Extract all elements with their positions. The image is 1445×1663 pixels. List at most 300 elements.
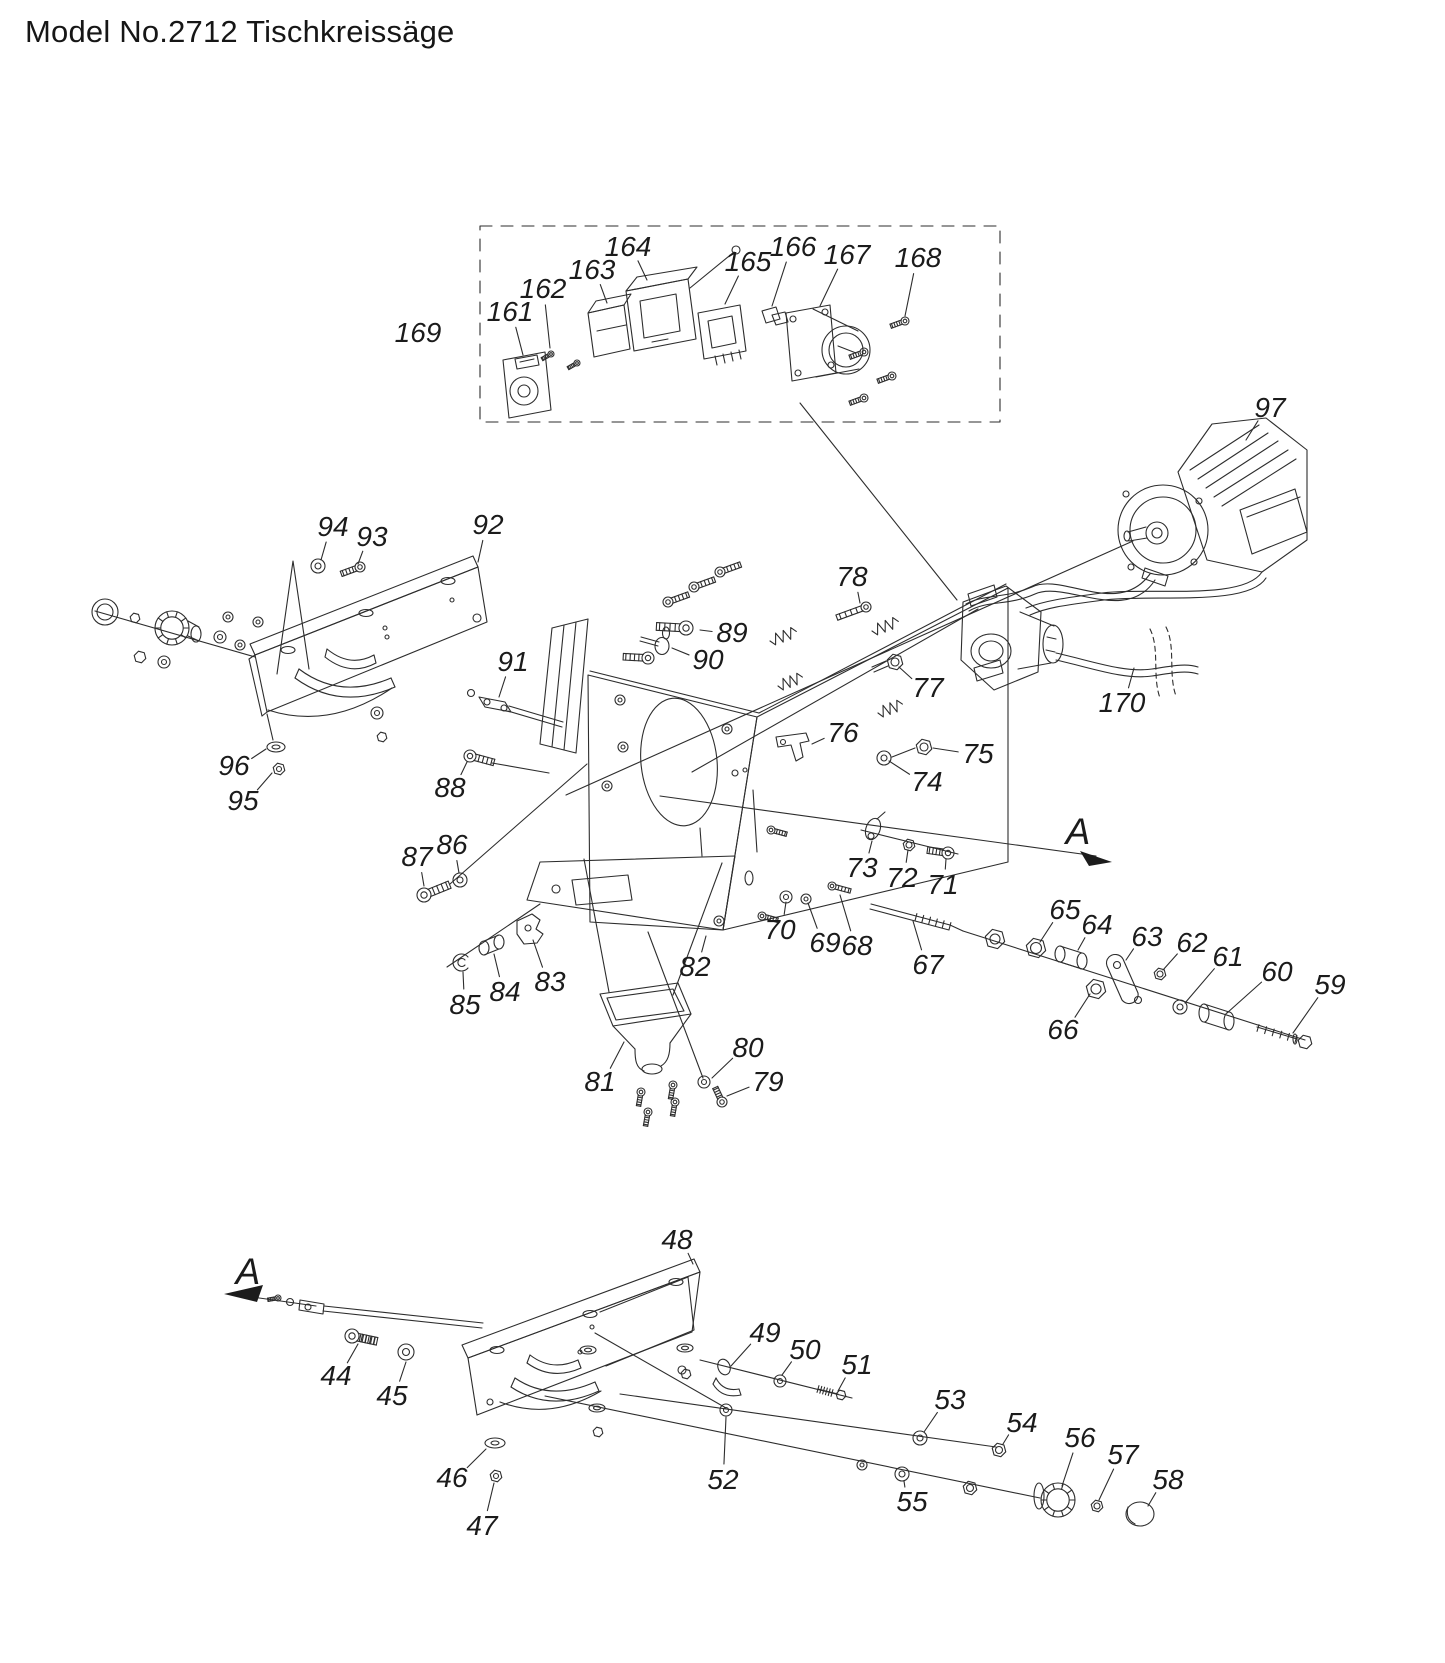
- line-art: [540, 744, 576, 753]
- line-art: [715, 356, 717, 365]
- line-art: [890, 324, 892, 328]
- line-art: [595, 1382, 599, 1391]
- line-art: [713, 1378, 716, 1384]
- line-art: [1030, 578, 1266, 615]
- leader-line-65: [1040, 923, 1053, 942]
- line-art: [552, 619, 588, 628]
- line-art: [645, 655, 650, 660]
- line-art: [1060, 962, 1082, 969]
- line-art: [493, 759, 495, 765]
- line-art: [856, 608, 858, 613]
- line-art: [813, 309, 858, 331]
- line-art: [683, 625, 689, 631]
- line-art: [642, 1064, 662, 1074]
- line-art: [883, 377, 885, 381]
- line-art: [686, 593, 688, 598]
- line-art: [862, 396, 866, 400]
- part-label-80: 80: [732, 1032, 764, 1063]
- page-title: Model No.2712 Tischkreissäge: [25, 14, 455, 49]
- line-art: [590, 671, 759, 713]
- part-label-72: 72: [886, 862, 918, 893]
- line-art: [349, 568, 351, 573]
- leader-line-90: [672, 648, 689, 655]
- leader-line-94: [321, 542, 326, 560]
- part-label-64: 64: [1081, 909, 1113, 940]
- line-art: [1128, 564, 1134, 570]
- line-art: [920, 743, 928, 751]
- line-art: [671, 1083, 675, 1087]
- line-art: [850, 401, 852, 405]
- part-label-65: 65: [1049, 894, 1081, 925]
- line-art: [780, 891, 792, 903]
- line-art: [324, 1306, 483, 1323]
- line-art: [878, 700, 902, 717]
- part-label-88: 88: [434, 772, 466, 803]
- line-art: [605, 784, 609, 788]
- line-art: [661, 1043, 670, 1066]
- line-art: [486, 757, 488, 763]
- line-art: [584, 859, 609, 992]
- line-art: [1154, 968, 1166, 980]
- line-art: [871, 904, 950, 925]
- part-label-84: 84: [489, 976, 521, 1007]
- line-art: [371, 707, 383, 719]
- line-art: [652, 339, 668, 342]
- leader-line-76: [812, 738, 824, 744]
- part-label-90: 90: [692, 644, 724, 675]
- line-art: [403, 1349, 410, 1356]
- line-art: [950, 925, 963, 931]
- line-art: [726, 567, 728, 572]
- line-art: [927, 847, 928, 854]
- line-art: [688, 592, 690, 597]
- part-label-162: 162: [519, 273, 567, 304]
- line-art: [1020, 612, 1054, 626]
- line-art: [214, 631, 226, 643]
- line-art: [776, 733, 809, 761]
- line-art: [795, 370, 801, 376]
- line-art: [572, 875, 632, 905]
- leader-line-97: [1246, 421, 1258, 440]
- line-art: [295, 669, 299, 678]
- line-art: [583, 1311, 597, 1318]
- line-art: [877, 812, 885, 819]
- line-art: [913, 1431, 927, 1445]
- line-art: [1123, 491, 1129, 497]
- line-art: [718, 570, 723, 575]
- line-art: [158, 635, 162, 638]
- line-art: [1056, 653, 1198, 670]
- line-art: [776, 829, 777, 833]
- part-label-71: 71: [927, 869, 959, 900]
- line-art: [468, 1272, 700, 1415]
- leader-line-71: [945, 859, 946, 869]
- line-art: [670, 1090, 674, 1091]
- line-art: [850, 889, 851, 893]
- leader-line-56: [1062, 1453, 1073, 1486]
- leader-line-166: [772, 262, 786, 306]
- part-label-94: 94: [317, 511, 349, 542]
- leader-line-67: [913, 921, 922, 950]
- part-label-164: 164: [604, 231, 652, 262]
- line-art: [585, 1348, 592, 1352]
- line-art: [762, 307, 780, 323]
- line-art: [492, 763, 549, 773]
- line-art: [398, 1344, 414, 1360]
- line-art: [881, 755, 887, 761]
- line-art: [682, 1346, 689, 1350]
- line-art: [570, 365, 572, 368]
- line-art: [277, 561, 309, 674]
- line-art: [678, 1366, 686, 1374]
- line-art: [715, 1090, 720, 1092]
- line-art: [578, 1360, 581, 1368]
- line-art: [457, 877, 463, 883]
- line-art: [552, 625, 564, 747]
- line-art: [1068, 1507, 1072, 1510]
- line-art: [891, 658, 899, 666]
- line-art: [760, 914, 764, 918]
- leader-line-74: [889, 761, 909, 774]
- part-label-68: 68: [841, 930, 873, 961]
- line-art: [1190, 425, 1259, 470]
- part-label-73: 73: [846, 852, 878, 883]
- line-art: [671, 1112, 675, 1113]
- line-art: [740, 562, 742, 567]
- line-art: [1046, 650, 1055, 652]
- line-art: [739, 350, 741, 359]
- line-art: [510, 377, 538, 405]
- line-art: [327, 649, 374, 660]
- line-art: [638, 1097, 642, 1098]
- line-art: [1056, 660, 1198, 677]
- part-label-56: 56: [1064, 1422, 1096, 1453]
- line-art: [494, 1474, 499, 1479]
- line-art: [714, 577, 716, 582]
- line-art: [663, 597, 673, 607]
- part-label-87: 87: [401, 841, 433, 872]
- line-art: [845, 887, 846, 891]
- line-art: [881, 378, 883, 382]
- line-art: [564, 622, 576, 750]
- line-art: [458, 958, 465, 966]
- line-art: [226, 615, 230, 619]
- line-art: [268, 688, 392, 716]
- line-art: [576, 619, 588, 753]
- leader-line-170: [1128, 668, 1134, 688]
- line-art: [345, 569, 347, 574]
- line-art: [1047, 637, 1056, 639]
- leader-line-78: [858, 592, 860, 603]
- line-art: [1091, 984, 1101, 994]
- leader-line-61: [1185, 969, 1214, 1003]
- line-art: [745, 871, 753, 885]
- line-art: [615, 695, 625, 705]
- line-art: [593, 1427, 603, 1437]
- leader-line-53: [924, 1412, 937, 1432]
- line-art: [730, 565, 732, 570]
- line-art: [689, 582, 699, 592]
- line-art: [666, 600, 671, 605]
- line-art: [841, 887, 842, 891]
- line-art: [672, 1107, 676, 1108]
- leader-line-59: [1293, 998, 1318, 1033]
- line-art: [448, 881, 451, 888]
- line-art: [712, 578, 714, 583]
- line-art: [1142, 568, 1168, 586]
- line-art: [385, 635, 389, 639]
- line-art: [929, 847, 930, 854]
- line-art: [249, 659, 262, 716]
- line-art: [716, 1357, 733, 1376]
- line-art: [1053, 1484, 1055, 1489]
- line-art: [942, 921, 944, 928]
- line-art: [722, 724, 732, 734]
- line-art: [974, 660, 1003, 681]
- leader-line-83: [533, 940, 542, 967]
- line-art: [340, 571, 342, 576]
- line-art: [850, 355, 852, 359]
- line-art: [858, 352, 860, 356]
- line-art: [890, 374, 894, 378]
- line-art: [637, 1104, 641, 1105]
- line-art: [1198, 433, 1268, 479]
- leader-line-81: [610, 1042, 624, 1068]
- part-label-79: 79: [752, 1066, 784, 1097]
- line-art: [453, 954, 468, 971]
- line-art: [848, 888, 849, 892]
- line-art: [607, 989, 684, 1020]
- part-label-59: 59: [1314, 969, 1346, 1000]
- line-art: [1118, 485, 1208, 575]
- line-art: [256, 620, 260, 624]
- line-art: [368, 1336, 369, 1343]
- part-label-169: 169: [394, 317, 442, 348]
- line-art: [588, 305, 630, 357]
- line-art: [491, 759, 493, 765]
- leader-line-79: [727, 1087, 749, 1096]
- line-art: [1091, 1500, 1103, 1512]
- line-art: [877, 751, 891, 765]
- part-label-70: 70: [764, 914, 796, 945]
- part-label-92: 92: [472, 509, 504, 540]
- line-art: [478, 755, 480, 761]
- line-art: [853, 400, 855, 404]
- line-art: [781, 740, 786, 745]
- line-art: [1214, 450, 1288, 497]
- line-art: [906, 842, 912, 848]
- line-art: [678, 595, 680, 600]
- line-art: [545, 1396, 1040, 1498]
- line-art: [540, 628, 552, 744]
- line-art: [990, 934, 1000, 944]
- line-art: [725, 727, 729, 731]
- leader-line-84: [494, 954, 499, 977]
- line-art: [637, 1102, 641, 1103]
- line-art: [158, 656, 170, 668]
- line-art: [602, 781, 612, 791]
- line-art: [482, 756, 484, 762]
- section-arrowhead: [1080, 851, 1112, 866]
- line-art: [484, 949, 499, 955]
- line-art: [700, 828, 702, 856]
- line-art: [915, 914, 917, 921]
- leader-line-45: [400, 1362, 406, 1381]
- part-label-81: 81: [584, 1066, 616, 1097]
- line-art: [375, 711, 380, 716]
- line-art: [903, 839, 915, 851]
- line-art: [872, 618, 898, 635]
- line-art: [855, 399, 857, 403]
- leader-line-72: [906, 850, 908, 862]
- line-art: [468, 690, 475, 697]
- line-art: [161, 617, 183, 639]
- leader-line-46: [467, 1449, 486, 1468]
- line-art: [713, 1384, 741, 1396]
- line-art: [855, 353, 857, 357]
- line-art: [643, 1126, 647, 1127]
- leader-line-75: [933, 748, 958, 752]
- line-art: [682, 594, 684, 599]
- line-art: [636, 1106, 640, 1107]
- line-art: [272, 745, 280, 749]
- leader-line-82: [702, 936, 706, 952]
- part-label-52: 52: [707, 1464, 739, 1495]
- line-art: [588, 675, 757, 930]
- leader-line-87: [422, 873, 424, 886]
- line-art: [176, 639, 178, 644]
- part-label-96: 96: [218, 750, 250, 781]
- line-art: [267, 1298, 268, 1301]
- line-art: [391, 678, 395, 687]
- line-art: [95, 611, 255, 657]
- line-art: [377, 732, 387, 742]
- line-art: [1068, 1490, 1072, 1493]
- line-art: [590, 1325, 594, 1329]
- line-art: [860, 1463, 864, 1467]
- leader-line-161: [516, 327, 523, 355]
- line-art: [626, 267, 697, 291]
- leader-line-49: [731, 1344, 751, 1366]
- line-art: [365, 1336, 366, 1343]
- line-art: [445, 882, 448, 889]
- line-art: [162, 660, 167, 665]
- part-label-48: 48: [661, 1224, 693, 1255]
- line-art: [800, 403, 957, 600]
- line-art: [644, 1124, 648, 1125]
- line-art: [1152, 528, 1162, 538]
- line-art: [899, 321, 901, 325]
- line-art: [1077, 953, 1087, 969]
- part-label-67: 67: [912, 949, 944, 980]
- line-art: [437, 886, 440, 893]
- line-art: [1199, 1004, 1209, 1022]
- part-label-45: 45: [376, 1380, 408, 1411]
- line-art: [238, 643, 242, 647]
- line-art: [176, 612, 178, 617]
- line-art: [836, 615, 838, 620]
- line-art: [1150, 629, 1160, 698]
- leader-line-92: [478, 540, 483, 562]
- line-art: [552, 885, 560, 893]
- part-label-54: 54: [1006, 1407, 1038, 1438]
- part-label-89: 89: [716, 617, 748, 648]
- line-art: [518, 385, 530, 397]
- line-art: [868, 833, 874, 839]
- line-art: [1043, 625, 1063, 663]
- part-label-44: 44: [320, 1360, 352, 1391]
- line-art: [1126, 1502, 1154, 1526]
- line-art: [732, 770, 738, 776]
- line-art: [644, 1119, 648, 1120]
- part-label-53: 53: [934, 1384, 966, 1415]
- line-art: [922, 915, 924, 922]
- line-art: [769, 828, 773, 832]
- line-art: [527, 1355, 530, 1363]
- line-art: [1018, 663, 1051, 669]
- line-art: [644, 1122, 648, 1123]
- line-art: [342, 571, 344, 576]
- part-label-82: 82: [679, 951, 711, 982]
- line-art: [932, 848, 933, 855]
- line-art: [487, 1399, 493, 1405]
- line-art: [1298, 1035, 1312, 1049]
- line-art: [580, 1346, 596, 1354]
- line-art: [877, 379, 879, 383]
- line-art: [491, 1441, 499, 1445]
- section-marker-2: A: [235, 1251, 261, 1292]
- line-art: [1044, 1507, 1048, 1510]
- line-art: [1247, 497, 1300, 517]
- line-art: [716, 1378, 739, 1390]
- line-art: [845, 612, 847, 617]
- leader-line-91: [499, 677, 506, 697]
- line-art: [861, 602, 871, 612]
- line-art: [548, 351, 554, 357]
- line-art: [273, 763, 285, 775]
- line-art: [849, 355, 851, 359]
- line-art: [674, 597, 676, 602]
- section-marker-1: A: [1065, 811, 1091, 852]
- part-label-69: 69: [809, 927, 841, 958]
- line-art: [743, 768, 747, 772]
- line-art: [550, 353, 553, 356]
- line-art: [450, 598, 454, 602]
- part-label-166: 166: [769, 231, 817, 262]
- line-art: [673, 1100, 677, 1104]
- leader-line-165: [725, 276, 738, 304]
- line-art: [1257, 1027, 1297, 1039]
- line-art: [376, 1338, 378, 1346]
- line-art: [642, 652, 654, 664]
- line-art: [770, 628, 796, 645]
- line-art: [277, 767, 282, 772]
- line-art: [349, 1333, 355, 1339]
- line-art: [1094, 1503, 1100, 1509]
- part-label-61: 61: [1212, 941, 1244, 972]
- part-label-163: 163: [568, 254, 616, 285]
- line-art: [862, 350, 866, 354]
- line-art: [778, 673, 802, 690]
- line-art: [858, 398, 860, 402]
- line-art: [753, 790, 757, 852]
- line-art: [1224, 1012, 1234, 1030]
- line-art: [790, 316, 796, 322]
- part-label-66: 66: [1047, 1014, 1079, 1045]
- line-art: [679, 621, 693, 635]
- leader-line-69: [808, 903, 817, 928]
- line-art: [182, 618, 186, 621]
